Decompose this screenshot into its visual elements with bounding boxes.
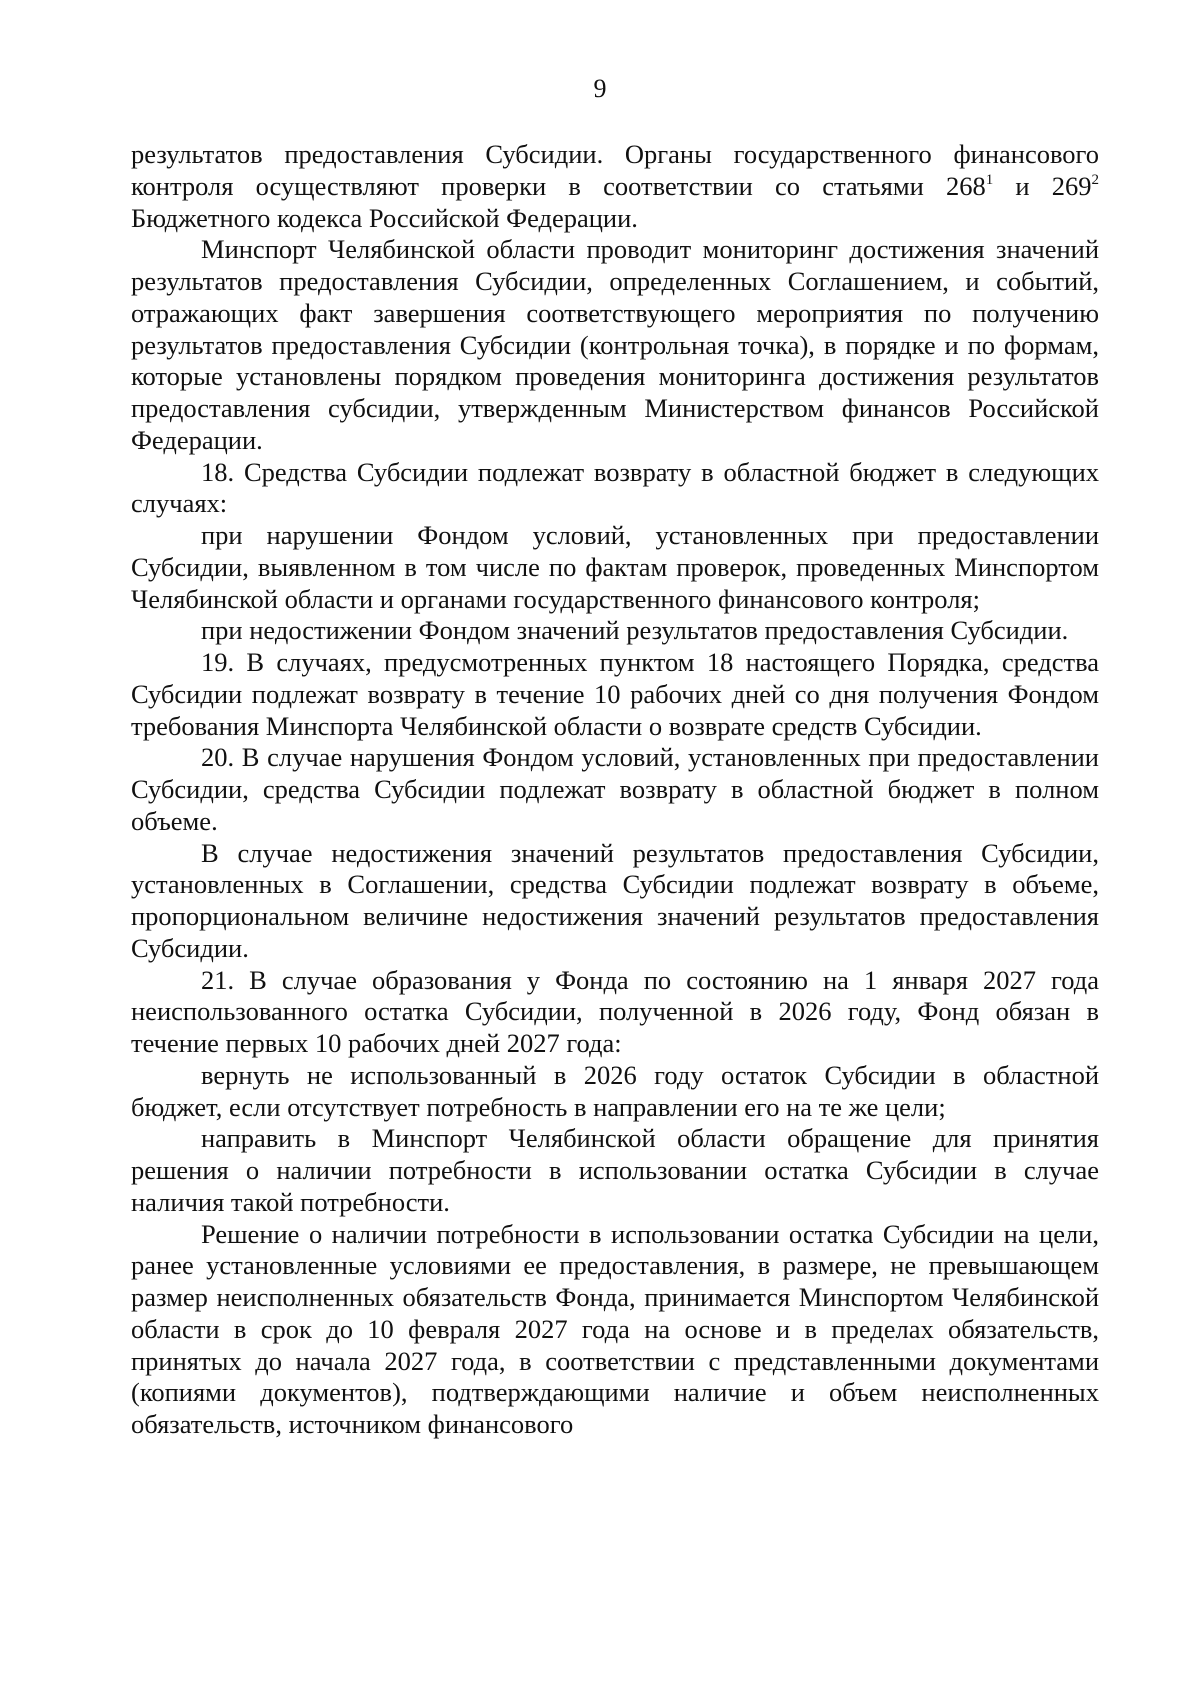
paragraph	[131, 234, 1099, 456]
paragraph-text: при недостижении Фондом значений результатов предоставления Субсидии.	[201, 615, 1069, 646]
paragraph	[131, 742, 1099, 837]
paragraph-text: В случае недостижения значений результатов предоставления Субсидии, установленных в Соглашении, средства Субсидии подлежат возврату в объеме, пропорциональном величине недостижения значений результатов предоставления Субсидии.	[131, 837, 1099, 963]
paragraph-text: и 269	[993, 170, 1092, 201]
paragraph-text: Решение о наличии потребности в использовании остатка Субсидии на цели, ранее установленные условиями ее предоставления, в размере, не превышающем размер неисполненных обязательств Фонда, принимается Минспортом Челябинской области в срок до 10 февраля 2027 года на основе и в пределах обязательств, принятых до начала 2027 года, в соответствии с представленными документами (копиями документов), подтверждающими наличие и объем неисполненных обязательств, источником финансового	[131, 1218, 1099, 1439]
paragraph-text: направить в Минспорт Челябинской области обращение для принятия решения о наличии потребности в использовании остатка Субсидии в случае наличия такой потребности.	[131, 1123, 1099, 1217]
superscript-index: 2	[1091, 171, 1099, 188]
page-number: 9	[593, 74, 607, 103]
paragraph-text: вернуть не использованный в 2026 году остаток Субсидии в областной бюджет, если отсутствует потребность в направлении его на те же цели;	[131, 1059, 1099, 1122]
paragraph	[131, 1219, 1099, 1441]
paragraph-text: 21. В случае образования у Фонда по состоянию на 1 января 2027 года неиспользованного остатка Субсидии, полученной в 2026 году, Фонд обязан в течение первых 10 рабочих дней 2027 года:	[131, 964, 1099, 1058]
paragraph	[131, 1123, 1099, 1218]
paragraph	[131, 615, 1099, 647]
paragraph-text: результатов предоставления Субсидии. Органы государственного финансового контроля осуществляют проверки в соответствии со статьями 268	[131, 139, 1099, 201]
paragraph	[131, 520, 1099, 615]
document-body	[131, 139, 1099, 1441]
paragraph-text: 20. В случае нарушения Фондом условий, установленных при предоставлении Субсидии, средства Субсидии подлежат возврату в областной бюджет в полном объеме.	[131, 742, 1099, 836]
paragraph-text: 18. Средства Субсидии подлежат возврату в областной бюджет в следующих случаях:	[131, 456, 1099, 519]
paragraph-text: Бюджетного кодекса Российской Федерации.	[131, 202, 638, 233]
paragraph	[131, 1060, 1099, 1124]
paragraph	[131, 457, 1099, 521]
paragraph-text: 19. В случаях, предусмотренных пунктом 18 настоящего Порядка, средства Субсидии подлежат возврату в течение 10 рабочих дней со дня получения Фондом требования Минспорта Челябинской области о возврате средств Субсидии.	[131, 647, 1099, 741]
paragraph	[131, 838, 1099, 965]
superscript-index: 1	[985, 171, 994, 188]
paragraph-text: Минспорт Челябинской области проводит мониторинг достижения значений результатов предоставления Субсидии, определенных Соглашением, и событий, отражающих факт завершения соответствующего мероприятия по получению результатов предоставления Субсидии (контрольная точка), в порядке и по формам, которые установлены порядком проведения мониторинга достижения результатов предоставления субсидии, утвержденным Министерством финансов Российской Федерации.	[131, 234, 1099, 455]
paragraph	[131, 139, 1099, 234]
paragraph	[131, 965, 1099, 1060]
paragraph-text: при нарушении Фондом условий, установленных при предоставлении Субсидии, выявленном в том числе по фактам проверок, проведенных Минспортом Челябинской области и органами государственного финансового контроля;	[131, 520, 1099, 614]
paragraph	[131, 647, 1099, 742]
